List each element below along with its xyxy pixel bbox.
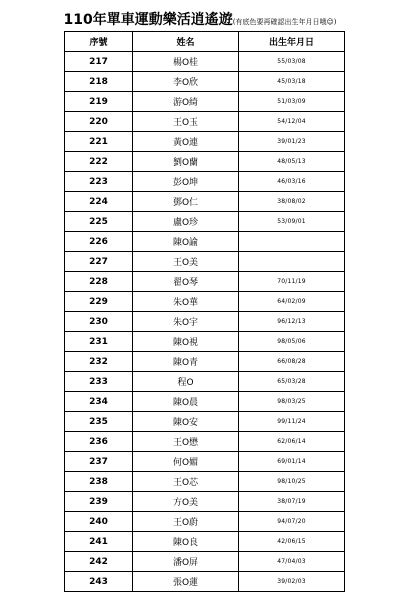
table-row (65, 112, 345, 132)
table-row (65, 312, 345, 332)
table-header-row (65, 32, 345, 52)
row-number: 243 (65, 572, 133, 592)
row-name: 程O (133, 372, 239, 392)
row-number: 226 (65, 232, 133, 252)
row-number: 229 (65, 292, 133, 312)
row-number: 239 (65, 492, 133, 512)
table-row (65, 152, 345, 172)
row-number: 233 (65, 372, 133, 392)
table-row (65, 392, 345, 412)
row-name: 陳O青 (133, 352, 239, 372)
row-number: 232 (65, 352, 133, 372)
row-name: 王O懋 (133, 432, 239, 452)
table-row (65, 272, 345, 292)
row-number: 241 (65, 532, 133, 552)
row-name: 朱O宇 (133, 312, 239, 332)
row-name: 鄧O仁 (133, 192, 239, 212)
table-row (65, 292, 345, 312)
row-dob: 45/03/18 (239, 72, 345, 92)
row-number: 231 (65, 332, 133, 352)
table-row (65, 452, 345, 472)
row-number: 234 (65, 392, 133, 412)
row-name: 陳O晨 (133, 392, 239, 412)
row-dob: 38/08/02 (239, 192, 345, 212)
row-number: 221 (65, 132, 133, 152)
row-name: 劉O蘭 (133, 152, 239, 172)
row-name: 陳O安 (133, 412, 239, 432)
row-dob: 42/06/15 (239, 532, 345, 552)
row-name: 盧O珍 (133, 212, 239, 232)
table-row (65, 512, 345, 532)
table-row (65, 352, 345, 372)
row-dob: 48/05/13 (239, 152, 345, 172)
row-dob: 96/12/13 (239, 312, 345, 332)
title-main: 110年單車運動樂活逍遙遊 (63, 12, 233, 28)
row-number: 227 (65, 252, 133, 272)
row-dob: 98/10/25 (239, 472, 345, 492)
row-name: 陳O視 (133, 332, 239, 352)
row-name: 方O美 (133, 492, 239, 512)
row-name: 楊O桂 (133, 52, 239, 72)
row-name: 陳O諭 (133, 232, 239, 252)
row-dob: 99/11/24 (239, 412, 345, 432)
title-note: (有底色要再確認出生年月日哦☺) (232, 18, 337, 26)
row-number: 238 (65, 472, 133, 492)
row-dob: 55/03/08 (239, 52, 345, 72)
row-dob: 39/02/03 (239, 572, 345, 592)
row-number: 230 (65, 312, 133, 332)
table-row (65, 72, 345, 92)
table-row (65, 252, 345, 272)
table-row (65, 172, 345, 192)
row-name: 王O蔚 (133, 512, 239, 532)
row-dob: 51/03/09 (239, 92, 345, 112)
table-row (65, 412, 345, 432)
row-name: 翟O琴 (133, 272, 239, 292)
row-dob (239, 252, 345, 272)
row-dob: 62/06/14 (239, 432, 345, 452)
row-number: 240 (65, 512, 133, 532)
row-dob: 70/11/19 (239, 272, 345, 292)
table-row (65, 212, 345, 232)
row-number: 236 (65, 432, 133, 452)
row-number: 218 (65, 72, 133, 92)
row-name: 王O玉 (133, 112, 239, 132)
row-dob: 53/09/01 (239, 212, 345, 232)
table-row (65, 492, 345, 512)
row-dob: 65/03/28 (239, 372, 345, 392)
row-name: 黃O連 (133, 132, 239, 152)
row-dob: 47/04/03 (239, 552, 345, 572)
row-number: 217 (65, 52, 133, 72)
row-dob: 69/01/14 (239, 452, 345, 472)
table-row (65, 192, 345, 212)
row-name: 何O媚 (133, 452, 239, 472)
row-dob: 98/05/06 (239, 332, 345, 352)
row-number: 242 (65, 552, 133, 572)
table-row (65, 472, 345, 492)
table-row (65, 572, 345, 592)
table-body (65, 52, 345, 592)
row-dob: 39/01/23 (239, 132, 345, 152)
row-number: 224 (65, 192, 133, 212)
header-name: 姓名 (133, 32, 239, 52)
row-number: 219 (65, 92, 133, 112)
row-name: 朱O華 (133, 292, 239, 312)
row-number: 225 (65, 212, 133, 232)
row-name: 潘O屏 (133, 552, 239, 572)
row-dob: 98/03/25 (239, 392, 345, 412)
document-title (0, 11, 400, 30)
row-name: 王O芯 (133, 472, 239, 492)
row-dob: 46/03/16 (239, 172, 345, 192)
row-dob: 38/07/19 (239, 492, 345, 512)
row-dob: 66/08/28 (239, 352, 345, 372)
row-name: 陳O良 (133, 532, 239, 552)
row-name: 李O欣 (133, 72, 239, 92)
table-row (65, 52, 345, 72)
table-row (65, 232, 345, 252)
row-dob: 64/02/09 (239, 292, 345, 312)
table-row (65, 372, 345, 392)
table-row (65, 92, 345, 112)
table-row (65, 552, 345, 572)
row-dob: 54/12/04 (239, 112, 345, 132)
row-name: 彭O坤 (133, 172, 239, 192)
table-row (65, 132, 345, 152)
header-no: 序號 (65, 32, 133, 52)
row-dob: 94/07/20 (239, 512, 345, 532)
participant-table (64, 31, 345, 592)
row-number: 220 (65, 112, 133, 132)
table-row (65, 532, 345, 552)
row-number: 223 (65, 172, 133, 192)
row-name: 張O蓮 (133, 572, 239, 592)
row-dob (239, 232, 345, 252)
row-name: 王O美 (133, 252, 239, 272)
row-name: 游O綺 (133, 92, 239, 112)
table-row (65, 332, 345, 352)
row-number: 237 (65, 452, 133, 472)
table-row (65, 432, 345, 452)
row-number: 222 (65, 152, 133, 172)
row-number: 228 (65, 272, 133, 292)
row-number: 235 (65, 412, 133, 432)
header-dob: 出生年月日 (239, 32, 345, 52)
